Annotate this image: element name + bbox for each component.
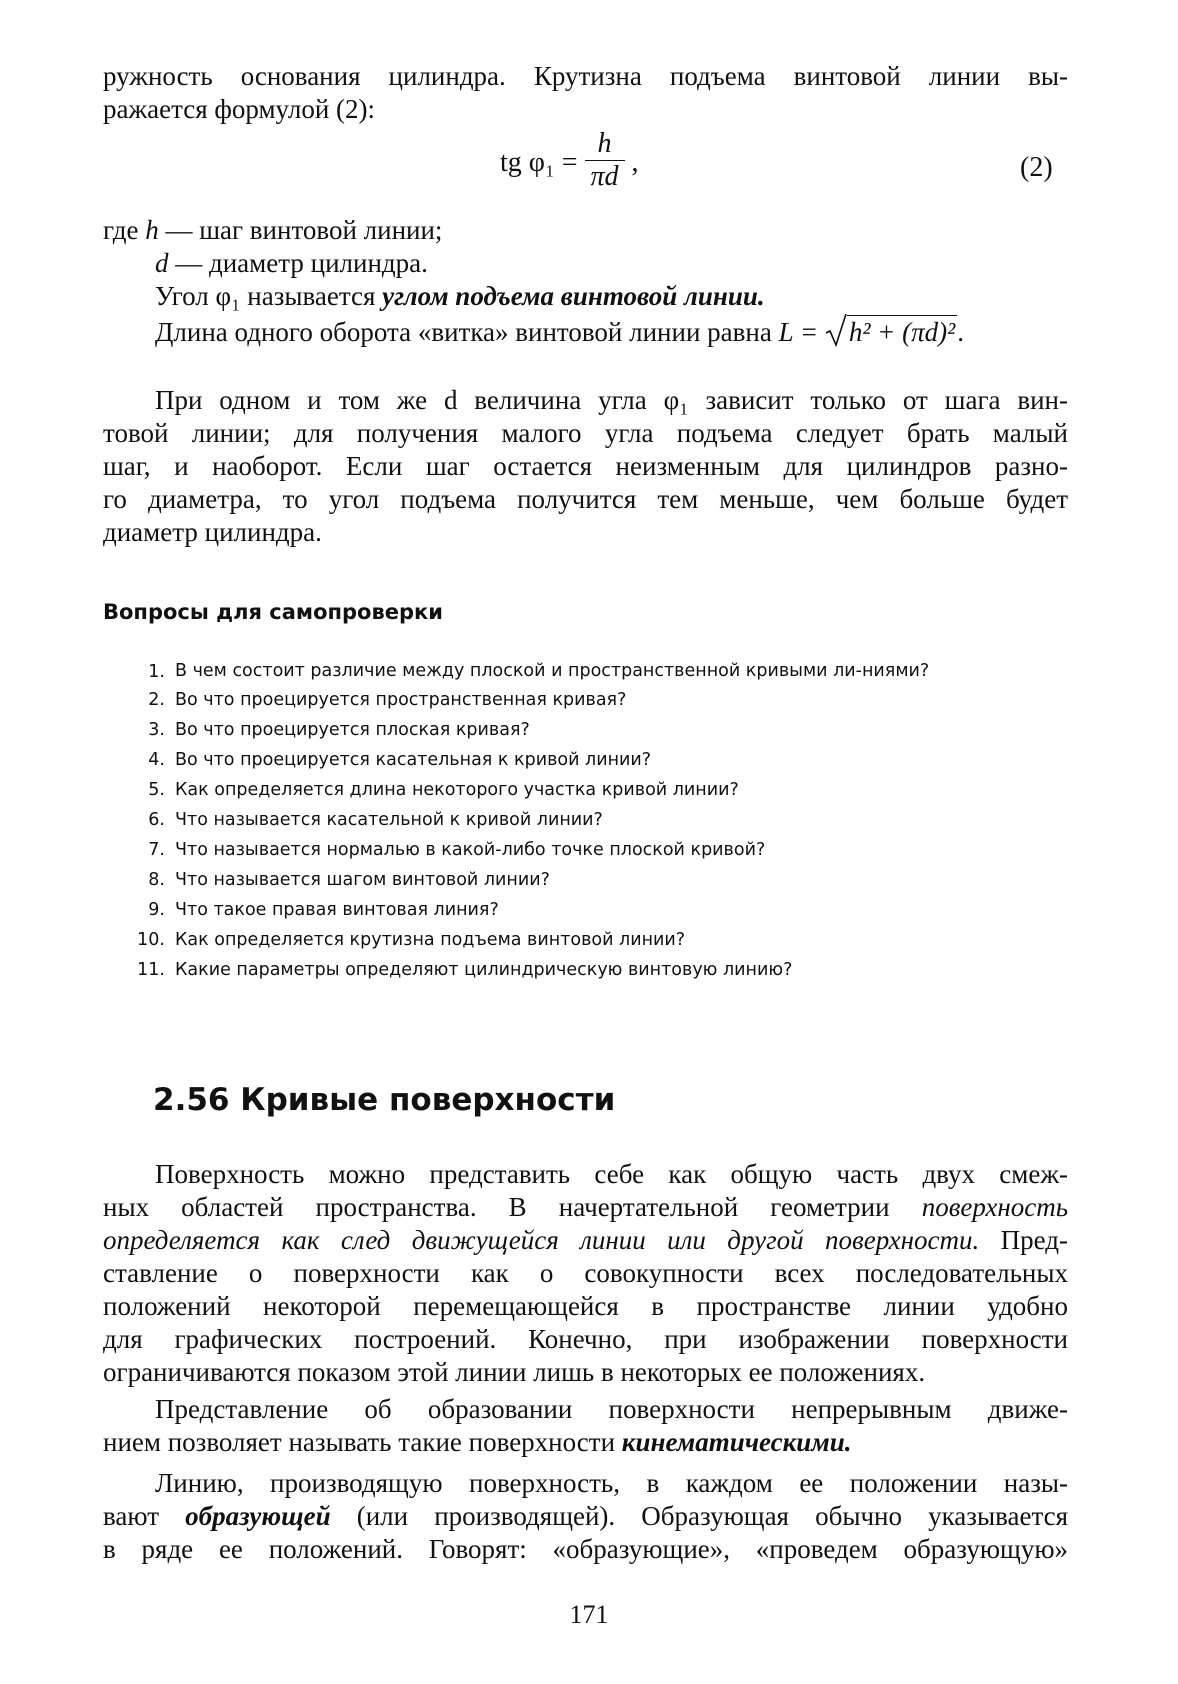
surface-p2-line-2 — [103, 1426, 1068, 1459]
question-number: 4. — [148, 750, 165, 770]
surface-p1-line-3-text: Пред- — [979, 1225, 1068, 1255]
turn-length-text: Длина одного оборота «витка» винтовой линии равна — [155, 317, 779, 347]
surface-p1-line-2 — [103, 1191, 1068, 1224]
question-item — [128, 775, 1068, 805]
question-item — [128, 835, 1068, 865]
angle-paragraph-line-5: диаметр цилиндра. — [103, 517, 322, 547]
turn-length-lhs: L = — [778, 317, 819, 347]
surface-p3-line-2-text-a: вают — [103, 1501, 186, 1531]
question-item — [128, 925, 1068, 955]
where-block — [103, 214, 1068, 349]
formula-2-lhs: tg φ₁ = — [500, 146, 578, 178]
question-text: Как определяется длина некоторого участка кривой линии? — [175, 780, 739, 800]
question-text: Во что проецируется пространственная кривая? — [175, 690, 627, 710]
surface-paragraph-3 — [103, 1467, 1068, 1566]
surface-p1-line-3-italic: определяется как след движущейся линии или другой поверхности. — [103, 1225, 980, 1255]
intro-line-2: ражается формулой (2): — [103, 94, 376, 124]
question-text: Во что проецируется плоская кривая? — [175, 720, 530, 740]
surface-p2-line-2-text: нием позволяет называть такие поверхности — [103, 1427, 622, 1457]
question-number: 3. — [148, 720, 165, 740]
surface-p3-line-2 — [103, 1500, 1068, 1533]
question-text: Во что проецируется касательная к кривой линии? — [175, 750, 652, 770]
formula-2-denominator: πd — [585, 160, 625, 193]
question-number: 7. — [148, 840, 165, 860]
question-number: 1. — [148, 662, 165, 682]
surface-p1-line-1: Поверхность можно представить себе как общую часть двух смеж- — [155, 1159, 1068, 1189]
intro-line-1: ружность основания цилиндра. Крутизна подъема винтовой линии вы- — [103, 61, 1068, 91]
where-d-symbol: d — [155, 248, 169, 278]
surface-paragraph-1 — [103, 1158, 1068, 1389]
formula-2-fraction — [585, 128, 625, 193]
where-prefix: где — [103, 215, 146, 245]
question-item — [128, 865, 1068, 895]
surface-p1-line-4: ставление о поверхности как о совокупности всех последовательных — [103, 1258, 1068, 1288]
section-title: 2.56 Кривые поверхности — [153, 1082, 616, 1118]
question-item — [128, 895, 1068, 925]
question-text: В чем состоит различие между плоской и пространственной кривыми ли-ниями? — [175, 661, 930, 681]
question-item — [128, 685, 1068, 715]
questions-heading: Вопросы для самопроверки — [103, 600, 443, 624]
question-number: 5. — [148, 780, 165, 800]
surface-p3-term: образующей — [185, 1501, 331, 1531]
surface-p2-line-1: Представление об образовании поверхности непрерывным движе- — [155, 1394, 1068, 1424]
turn-length-line — [103, 315, 1068, 349]
surface-p1-line-2-italic: поверхность — [921, 1192, 1068, 1222]
angle-definition — [103, 280, 1068, 313]
surface-paragraph-2 — [103, 1393, 1068, 1459]
angle-definition-term: углом подъема винтовой линии. — [382, 281, 765, 311]
surface-p1-line-6: для графических построений. Конечно, при изображении поверхности — [103, 1324, 1068, 1354]
question-text: Что называется шагом винтовой линии? — [175, 870, 550, 890]
surface-p3-line-3: в ряде ее положений. Говорят: «образующие», «проведем образующую» — [103, 1534, 1068, 1564]
questions-list — [128, 657, 1068, 985]
where-d-text: — диаметр цилиндра. — [168, 248, 428, 278]
where-h-text: — шаг винтовой линии; — [158, 215, 443, 245]
question-text: Что называется касательной к кривой линии? — [175, 810, 603, 830]
angle-paragraph-line-4: го диаметра, то угол подъема получится тем меньше, чем больше будет — [103, 484, 1068, 514]
sqrt-radical-icon — [825, 313, 847, 347]
angle-paragraph-line-1: При одном и том же d величина угла φ₁ зависит только от шага вин- — [155, 385, 1068, 415]
angle-paragraph-line-2: товой линии; для получения малого угла подъема следует брать малый — [103, 418, 1068, 448]
question-item — [128, 955, 1068, 985]
sqrt-radicand: h² + (πd)² — [848, 317, 956, 347]
question-item — [128, 657, 1068, 685]
surface-p3-line-2-text-b: (или производящей). Образующая обычно указывается — [330, 1501, 1068, 1531]
formula-2 — [500, 128, 639, 197]
surface-p1-line-3 — [103, 1224, 1068, 1257]
surface-p3-line-1: Линию, производящую поверхность, в каждом ее положении назы- — [155, 1468, 1068, 1498]
where-d-line — [103, 247, 1068, 280]
formula-2-number: (2) — [1020, 152, 1053, 183]
turn-length-trail: . — [957, 317, 964, 347]
question-number: 2. — [148, 690, 165, 710]
question-number: 6. — [148, 810, 165, 830]
surface-p1-line-5: положений некоторой перемещающейся в пространстве линии удобно — [103, 1291, 1068, 1321]
surface-p1-line-7: ограничиваются показом этой линии лишь в некоторых ее положениях. — [103, 1357, 926, 1387]
question-text: Какие параметры определяют цилиндрическую винтовую линию? — [175, 960, 793, 980]
sqrt-sign — [825, 315, 957, 349]
question-text: Что такое правая винтовая линия? — [175, 900, 499, 920]
formula-2-trail: , — [631, 146, 639, 178]
angle-definition-text: Угол φ₁ называется — [155, 281, 383, 311]
question-item — [128, 745, 1068, 775]
question-number: 11. — [137, 960, 165, 980]
question-text: Как определяется крутизна подъема винтовой линии? — [175, 930, 686, 950]
question-number: 10. — [137, 930, 165, 950]
question-number: 8. — [148, 870, 165, 890]
where-h-symbol: h — [145, 215, 159, 245]
angle-paragraph-line-3: шаг, и наоборот. Если шаг остается неизменным для цилиндров разно- — [103, 451, 1068, 481]
question-item — [128, 805, 1068, 835]
question-text: Что называется нормалью в какой-либо точке плоской кривой? — [175, 840, 766, 860]
intro-paragraph — [103, 60, 1068, 126]
angle-paragraph — [103, 384, 1068, 549]
surface-p2-term: кинематическими. — [621, 1427, 852, 1457]
surface-p1-line-2-text: ных областей пространства. В начертательной геометрии — [103, 1192, 922, 1222]
formula-2-numerator: h — [597, 128, 612, 159]
page-number: 171 — [569, 1600, 609, 1629]
where-h-line — [103, 214, 1068, 247]
question-item — [128, 715, 1068, 745]
question-number: 9. — [148, 900, 165, 920]
